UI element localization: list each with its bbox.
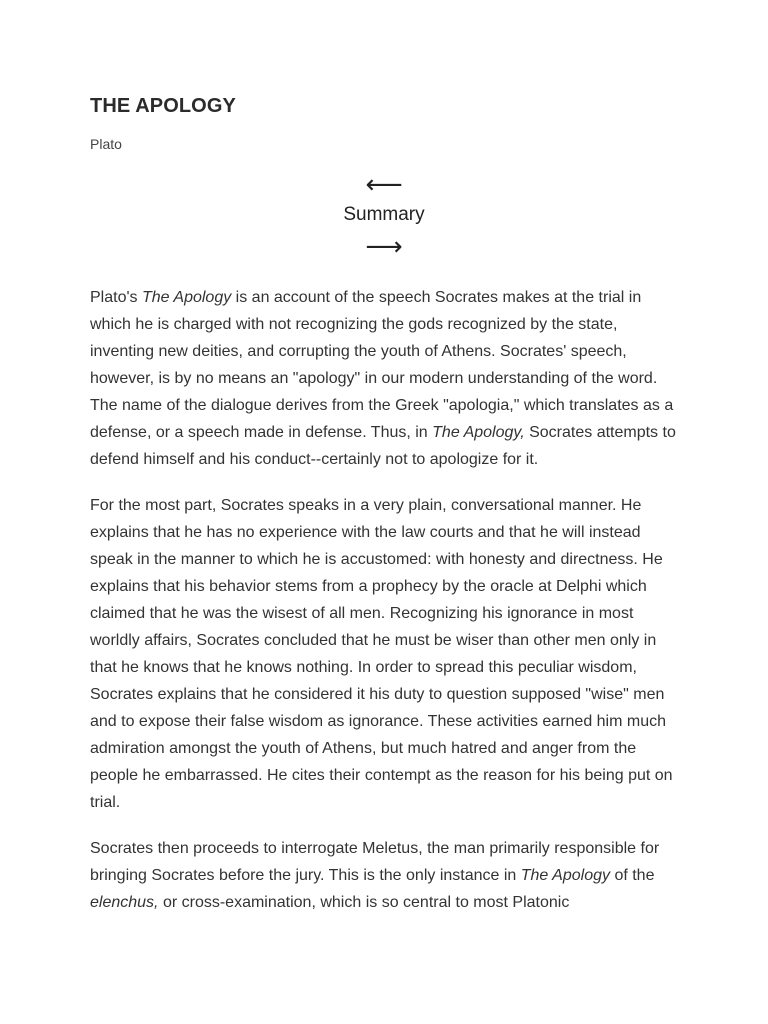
- next-arrow-icon[interactable]: ⟶: [365, 232, 403, 262]
- section-navigation: [90, 170, 678, 262]
- author-name: Plato: [90, 136, 122, 152]
- paragraph-1-text-c: Socrates attempts to defend himself and his conduct--certainly not to apologize for it.: [90, 424, 676, 468]
- paragraph-3: [90, 835, 682, 916]
- paragraph-1-text-b: is an account of the speech Socrates makes at the trial in which he is charged with not recognizing the gods recognized by the state, inventing new deities, and corrupting the youth of Athens. Socrates' speech, however, is by no means an "apology" in our modern understanding of the word. The name of the dialogue derives from the Greek "apologia," which translates as a defense, or a speech made in defense. Thus, in: [90, 289, 674, 441]
- previous-arrow-icon[interactable]: ⟵: [365, 170, 403, 200]
- paragraph-1-italic-title-a: The Apology: [141, 289, 232, 306]
- paragraph-2: For the most part, Socrates speaks in a very plain, conversational manner. He explains that he has no experience with the law courts and that he will instead speak in the manner to which he is accustomed: with honesty and directness. He explains that his behavior stems from a prophecy by the oracle at Delphi which claimed that he was the wisest of all men. Recognizing his ignorance in most worldly affairs, Socrates concluded that he must be wiser than other men only in that he knows that he knows nothing. In order to spread this peculiar wisdom, Socrates explains that he considered it his duty to question supposed "wise" men and to expose their false wisdom as ignorance. These activities earned him much admiration amongst the youth of Athens, but much hatred and anger from the people he embarrassed. He cites their contempt as the reason for his being put on trial.: [90, 497, 673, 811]
- paragraph-3-text-c: or cross-examination, which is so central to most Platonic: [158, 894, 570, 911]
- paragraph-3-italic-term: elenchus,: [90, 894, 159, 911]
- document-title: THE APOLOGY: [90, 95, 236, 117]
- paragraph-3-text-a: Socrates then proceeds to interrogate Meletus, the man primarily responsible for bringing Socrates before the jury. This is the only instance in: [90, 840, 660, 884]
- paragraph-3-italic-title: The Apology: [520, 867, 610, 884]
- section-title: Summary: [343, 204, 425, 225]
- paragraph-1-text-a: Plato's: [90, 289, 142, 306]
- document-body: [90, 284, 682, 935]
- paragraph-1-italic-title-b: The Apology,: [432, 424, 525, 441]
- paragraph-1: [90, 284, 682, 473]
- paragraph-3-text-b: of the: [610, 867, 655, 884]
